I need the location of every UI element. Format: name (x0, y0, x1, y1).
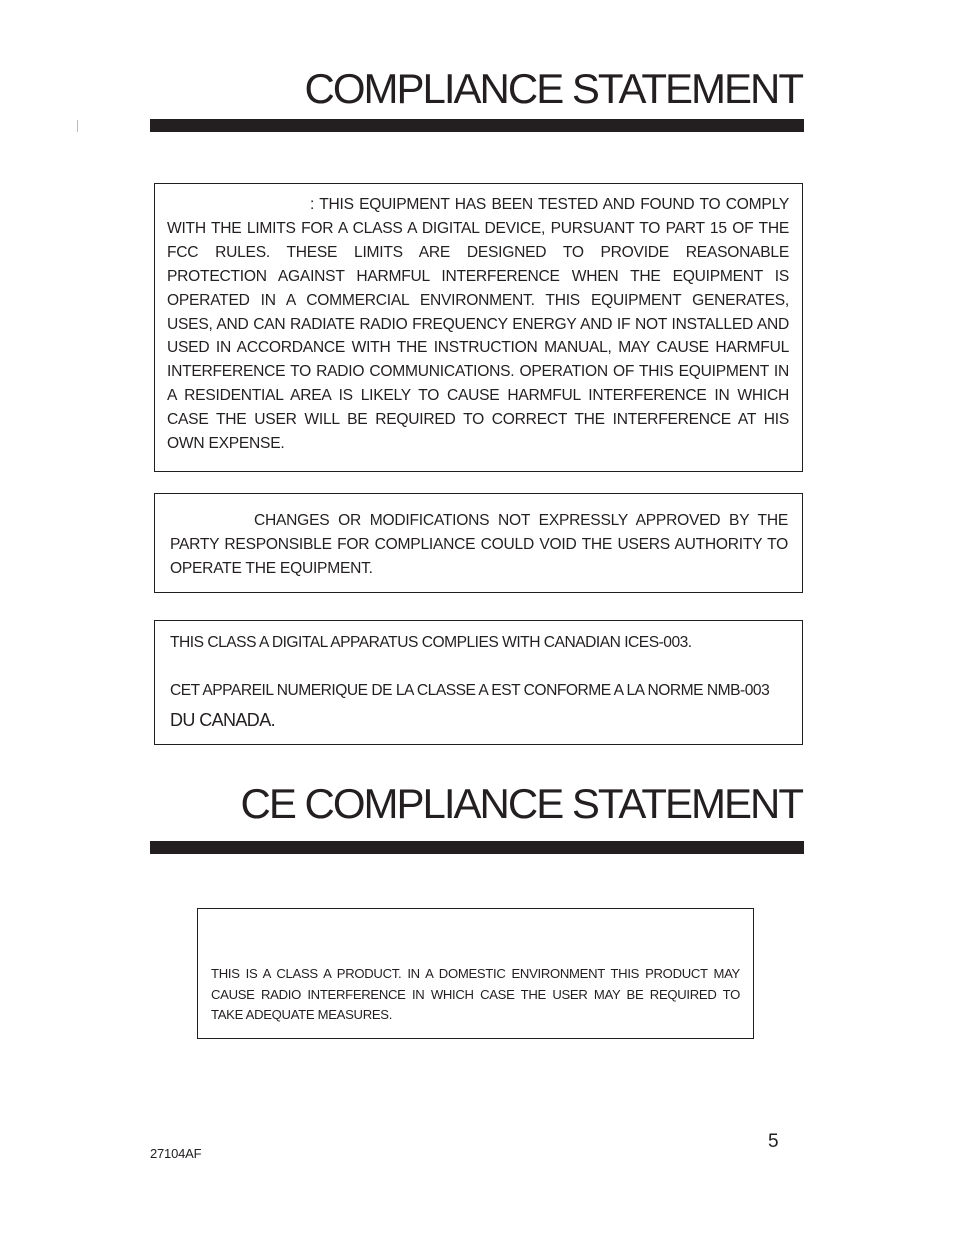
modification-warning-body: CHANGES OR MODIFICATIONS NOT EXPRESSLY APPROVED BY THE PARTY RESPONSIBLE FOR COMPLIANCE COULD VOID THE USERS AUTHORITY TO OPERATE THE EQUIPMENT. (170, 512, 788, 577)
compliance-statement-heading: COMPLIANCE STATEMENT (304, 65, 802, 112)
ce-compliance-statement-heading: CE COMPLIANCE STATEMENT (240, 780, 802, 827)
document-code: 27104AF (150, 1146, 202, 1161)
ce-heading-rule (150, 841, 804, 854)
modification-warning-text (170, 509, 788, 581)
fcc-notice-body: : THIS EQUIPMENT HAS BEEN TESTED AND FOUND TO COMPLY WITH THE LIMITS FOR A CLASS A DIGITAL DEVICE, PURSUANT TO PART 15 OF THE FCC RULES. THESE LIMITS ARE DESIGNED TO PROVIDE REASONABLE PROTECTION AGAINST HARMFUL INTERFERENCE WHEN THE EQUIPMENT IS OPERATED IN A COMMERCIAL ENVIRONMENT. THIS EQUIPMENT GENERATES, USES, AND CAN RADIATE RADIO FREQUENCY ENERGY AND IF NOT INSTALLED AND USED IN ACCORDANCE WITH THE INSTRUCTION MANUAL, MAY CAUSE HARMFUL INTERFERENCE TO RADIO COMMUNICATIONS. OPERATION OF THIS EQUIPMENT IN A RESIDENTIAL AREA IS LIKELY TO CAUSE HARMFUL INTERFERENCE IN WHICH CASE THE USER WILL BE REQUIRED TO CORRECT THE INTERFERENCE AT HIS OWN EXPENSE. (167, 196, 789, 453)
margin-mark (77, 120, 78, 132)
heading-rule (150, 119, 804, 132)
canada-notice-box (154, 620, 803, 745)
page-number: 5 (768, 1131, 779, 1152)
ce-notice-text: THIS IS A CLASS A PRODUCT. IN A DOMESTIC ENVIRONMENT THIS PRODUCT MAY CAUSE RADIO INTERFERENCE IN WHICH CASE THE USER MAY BE REQUIRED TO TAKE ADEQUATE MEASURES. (211, 966, 740, 1023)
canada-notice-french: CET APPAREIL NUMERIQUE DE LA CLASSE A EST CONFORME A LA NORME NMB-003 (170, 682, 770, 699)
ce-notice-box (197, 908, 754, 1039)
modification-warning-box (154, 493, 803, 593)
canada-notice-english: THIS CLASS A DIGITAL APPARATUS COMPLIES WITH CANADIAN ICES-003. (170, 634, 692, 651)
canada-notice-french-end: DU CANADA. (170, 710, 276, 730)
fcc-notice-box (154, 183, 803, 472)
fcc-notice-text (167, 193, 789, 456)
